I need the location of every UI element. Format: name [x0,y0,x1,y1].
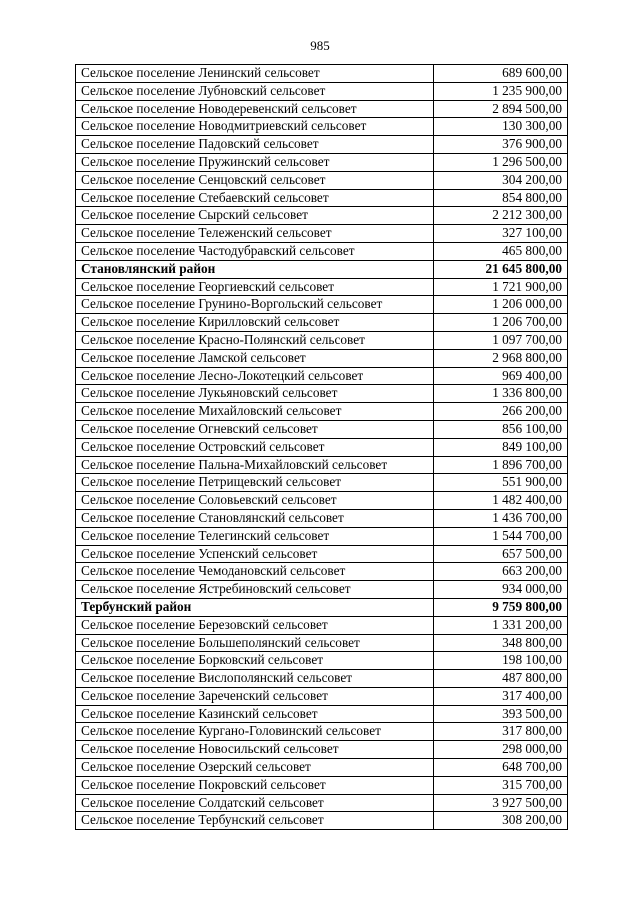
settlement-row [76,527,568,545]
settlement-amount-cell: 1 336 800,00 [434,385,568,403]
settlement-row [76,65,568,83]
settlement-name-cell: Сельское поселение Пружинский сельсовет [76,153,434,171]
settlement-name-cell: Сельское поселение Казинский сельсовет [76,705,434,723]
settlement-amount-cell: 327 100,00 [434,225,568,243]
settlement-amount-cell: 298 000,00 [434,741,568,759]
settlement-row [76,670,568,688]
settlement-row [76,456,568,474]
settlement-row [76,687,568,705]
settlement-amount-cell: 487 800,00 [434,670,568,688]
settlement-amount-cell: 854 800,00 [434,189,568,207]
settlement-name-cell: Сельское поселение Пальна-Михайловский сельсовет [76,456,434,474]
settlement-name-cell: Сельское поселение Красно-Полянский сельсовет [76,331,434,349]
settlement-name-cell: Сельское поселение Новосильский сельсовет [76,741,434,759]
settlement-amount-cell: 689 600,00 [434,65,568,83]
budget-table-body [76,65,568,830]
settlement-name-cell: Сельское поселение Тележенский сельсовет [76,225,434,243]
settlement-amount-cell: 1 544 700,00 [434,527,568,545]
settlement-row [76,136,568,154]
settlement-row [76,581,568,599]
settlement-name-cell: Сельское поселение Сырский сельсовет [76,207,434,225]
settlement-amount-cell: 1 331 200,00 [434,616,568,634]
district-amount-cell: 9 759 800,00 [434,598,568,616]
settlement-row [76,563,568,581]
settlement-row [76,118,568,136]
district-name-cell: Тербунский район [76,598,434,616]
settlement-row [76,153,568,171]
settlement-name-cell: Сельское поселение Лукьяновский сельсовет [76,385,434,403]
settlement-name-cell: Сельское поселение Георгиевский сельсовет [76,278,434,296]
settlement-amount-cell: 198 100,00 [434,652,568,670]
settlement-row [76,776,568,794]
settlement-amount-cell: 849 100,00 [434,438,568,456]
settlement-row [76,705,568,723]
settlement-row [76,82,568,100]
settlement-row [76,509,568,527]
settlement-amount-cell: 1 721 900,00 [434,278,568,296]
settlement-amount-cell: 657 500,00 [434,545,568,563]
settlement-amount-cell: 1 296 500,00 [434,153,568,171]
settlement-amount-cell: 317 800,00 [434,723,568,741]
settlement-row [76,225,568,243]
settlement-amount-cell: 2 212 300,00 [434,207,568,225]
settlement-name-cell: Сельское поселение Ястребиновский сельсовет [76,581,434,599]
settlement-row [76,385,568,403]
settlement-name-cell: Сельское поселение Соловьевский сельсовет [76,492,434,510]
settlement-amount-cell: 266 200,00 [434,403,568,421]
settlement-amount-cell: 1 896 700,00 [434,456,568,474]
settlement-amount-cell: 130 300,00 [434,118,568,136]
settlement-row [76,438,568,456]
settlement-amount-cell: 2 968 800,00 [434,349,568,367]
settlement-row [76,741,568,759]
settlement-name-cell: Сельское поселение Становлянский сельсовет [76,509,434,527]
settlement-name-cell: Сельское поселение Покровский сельсовет [76,776,434,794]
settlement-name-cell: Сельское поселение Стебаевский сельсовет [76,189,434,207]
settlement-name-cell: Сельское поселение Борковский сельсовет [76,652,434,670]
settlement-row [76,242,568,260]
settlement-row [76,492,568,510]
settlement-name-cell: Сельское поселение Петрищевский сельсовет [76,474,434,492]
settlement-amount-cell: 393 500,00 [434,705,568,723]
settlement-row [76,367,568,385]
district-amount-cell: 21 645 800,00 [434,260,568,278]
settlement-amount-cell: 934 000,00 [434,581,568,599]
settlement-amount-cell: 551 900,00 [434,474,568,492]
settlement-name-cell: Сельское поселение Ламской сельсовет [76,349,434,367]
district-total-row [76,598,568,616]
settlement-row [76,794,568,812]
settlement-name-cell: Сельское поселение Кургано-Головинский сельсовет [76,723,434,741]
settlement-name-cell: Сельское поселение Большеполянский сельсовет [76,634,434,652]
settlement-name-cell: Сельское поселение Островский сельсовет [76,438,434,456]
settlement-amount-cell: 1 436 700,00 [434,509,568,527]
settlement-name-cell: Сельское поселение Огневский сельсовет [76,420,434,438]
settlement-row [76,100,568,118]
settlement-row [76,616,568,634]
settlement-name-cell: Сельское поселение Телегинский сельсовет [76,527,434,545]
settlement-amount-cell: 3 927 500,00 [434,794,568,812]
settlement-name-cell: Сельское поселение Лесно-Локотецкий сельсовет [76,367,434,385]
settlement-amount-cell: 304 200,00 [434,171,568,189]
settlement-name-cell: Сельское поселение Грунино-Воргольский сельсовет [76,296,434,314]
settlement-amount-cell: 1 235 900,00 [434,82,568,100]
settlement-name-cell: Сельское поселение Вислополянский сельсовет [76,670,434,688]
settlement-amount-cell: 308 200,00 [434,812,568,830]
settlement-row [76,634,568,652]
settlement-amount-cell: 1 482 400,00 [434,492,568,510]
settlement-row [76,278,568,296]
settlement-row [76,171,568,189]
settlement-amount-cell: 2 894 500,00 [434,100,568,118]
settlement-name-cell: Сельское поселение Сенцовский сельсовет [76,171,434,189]
district-total-row [76,260,568,278]
settlement-row [76,723,568,741]
settlement-name-cell: Сельское поселение Частодубравский сельсовет [76,242,434,260]
settlement-name-cell: Сельское поселение Новодеревенский сельсовет [76,100,434,118]
settlement-row [76,331,568,349]
settlement-row [76,420,568,438]
settlement-name-cell: Сельское поселение Солдатский сельсовет [76,794,434,812]
settlement-name-cell: Сельское поселение Озерский сельсовет [76,759,434,777]
settlement-name-cell: Сельское поселение Зареченский сельсовет [76,687,434,705]
settlement-row [76,207,568,225]
settlement-amount-cell: 856 100,00 [434,420,568,438]
settlement-amount-cell: 1 206 700,00 [434,314,568,332]
settlement-row [76,812,568,830]
settlement-amount-cell: 1 206 000,00 [434,296,568,314]
settlement-row [76,474,568,492]
settlement-name-cell: Сельское поселение Лубновский сельсовет [76,82,434,100]
settlement-amount-cell: 465 800,00 [434,242,568,260]
settlement-amount-cell: 317 400,00 [434,687,568,705]
settlement-name-cell: Сельское поселение Березовский сельсовет [76,616,434,634]
settlement-name-cell: Сельское поселение Ленинский сельсовет [76,65,434,83]
settlement-amount-cell: 376 900,00 [434,136,568,154]
settlement-row [76,349,568,367]
settlement-row [76,403,568,421]
settlement-name-cell: Сельское поселение Кирилловский сельсовет [76,314,434,332]
page-number: 985 [310,38,330,53]
settlement-name-cell: Сельское поселение Новодмитриевский сельсовет [76,118,434,136]
settlement-row [76,545,568,563]
settlement-row [76,652,568,670]
settlement-amount-cell: 663 200,00 [434,563,568,581]
settlement-name-cell: Сельское поселение Чемодановский сельсовет [76,563,434,581]
settlement-amount-cell: 648 700,00 [434,759,568,777]
settlement-amount-cell: 1 097 700,00 [434,331,568,349]
settlement-amount-cell: 969 400,00 [434,367,568,385]
settlement-name-cell: Сельское поселение Успенский сельсовет [76,545,434,563]
settlement-amount-cell: 348 800,00 [434,634,568,652]
settlement-row [76,296,568,314]
settlement-row [76,314,568,332]
budget-table [75,64,568,830]
settlement-row [76,189,568,207]
settlement-amount-cell: 315 700,00 [434,776,568,794]
settlement-name-cell: Сельское поселение Тербунский сельсовет [76,812,434,830]
settlement-name-cell: Сельское поселение Михайловский сельсовет [76,403,434,421]
settlement-name-cell: Сельское поселение Падовский сельсовет [76,136,434,154]
district-name-cell: Становлянский район [76,260,434,278]
settlement-row [76,759,568,777]
